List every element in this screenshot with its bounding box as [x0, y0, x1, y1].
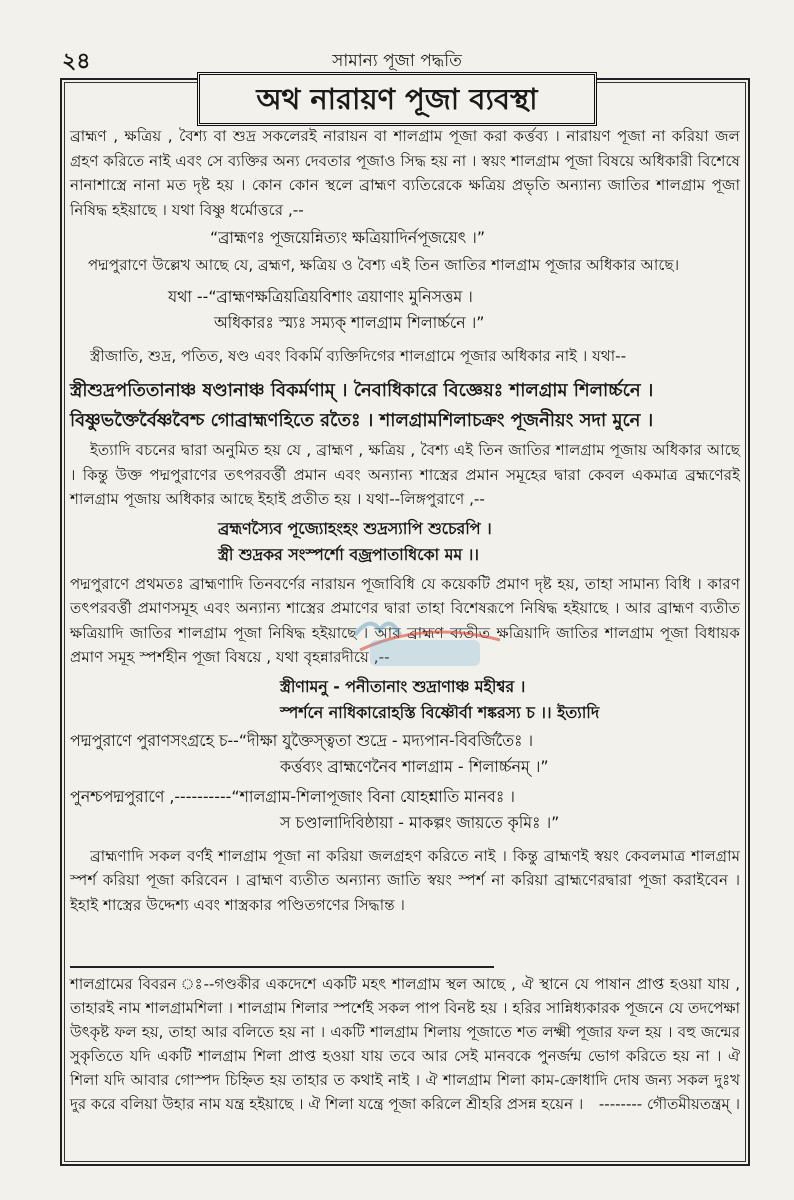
paragraph-4: ইত্যাদি বচনের দ্বারা অনুমিত হয় যে , ব্রাহ্মণ , ক্ষত্রিয় , বৈশ্য এই তিন জাতির শালগ্রাম পূজায় অধিকার আছে । কিন্তু উক্ত পদ্মপুরাণের তৎপরবর্ত্তী প্রমান এবং অন্যান্য শাস্ত্রের প্রমান সমূহের দ্বারা কেবল একমাত্র ব্রহ্মণেরই শালগ্রাম পূজায় অধিকার আছে ইহাই প্রতীত হয় । যথা--লিঙ্গপুরাণে ,-- — [70, 441, 740, 508]
verse-naradiya-b: স্পর্শনে নাধিকারোহস্তি বিষ্ণৌর্বা শঙ্করস্য চ ।। ইত্যাদি — [280, 702, 600, 722]
main-text — [70, 124, 740, 917]
running-title: সামান্য পূজা পদ্ধতি — [332, 51, 462, 71]
verse-vishnu-dharmottara: “ব্রাহ্মণঃ পূজয়েন্নিত্যং ক্ষত্রিয়াদির্নপূজয়েৎ ।” — [210, 228, 486, 247]
section-title: অথ নারায়ণ পূজা ব্যবস্থা — [197, 72, 597, 126]
paragraph-6: ব্রাহ্মণাদি সকল বর্ণই শালগ্রাম পূজা না করিয়া জলগ্রহণ করিতে নাই । কিন্তু ব্রাহ্মণই স্বয়ং কেবলমাত্র শালগ্রাম স্পর্শ করিয়া পূজা করিবেন । ব্রাহ্মণ ব্যতীত অন্যান্য জাতি স্বয়ং স্পর্শ না করিয়া ব্রাহ্মণেরদ্বারা পূজা করাইবেন । ইহাই শাস্ত্রের উদ্দেশ্য এবং শাস্ত্রকার পণ্ডিতগণের সিদ্ধান্ত । — [70, 846, 740, 914]
verse-purana-sangraha-b: কর্ত্তব্যং ব্রাহ্মণেনৈব শালগ্রাম - শিলার্চ্চনম্ ।” — [280, 756, 549, 776]
paragraph-2: পদ্মপুরাণে উল্লেখ আছে যে, ব্রহ্মণ, ক্ষত্রিয় ও বৈশ্য এই তিন জাতির শালগ্রাম পূজার অধিকার আছে। — [88, 256, 680, 274]
verse-bold-1: স্ত্রীশুদ্রপতিতানাঞ্চ ষণ্ডানাঞ্চ বিকর্মণাম্ । নৈবাধিকারে বিজ্ঞেয়ঃ শালগ্রাম শিলার্চ্চনে । — [70, 380, 654, 401]
footnote — [70, 972, 740, 1116]
verse-linga-a: ব্রহ্মণস্যৈব পূজ্যোহংহং শুদ্রস্যাপি শুচেরপি । — [218, 518, 492, 538]
footnote-text: শালগ্রামের বিবরন ঃ--গণ্ডকীর একদেশে একটি মহৎ শালগ্রাম স্থল আছে , ঐ স্থানে যে পাষান প্রাপ্ত হওয়া যায় , তাহারই নাম শালগ্রামশিলা । শালগ্রাম শিলার স্পর্শেই সকল পাপ বিনষ্ট হয় । হরির সান্নিধ্যকারক পূজনে যে তদপেক্ষা উৎকৃষ্ট ফল হয়, তাহা আর বলিতে হয় না । একটি শালগ্রাম শিলায় পূজাতে শত লক্ষ্মী পূজার ফল হয় । বহু জন্মের সুকৃতিতে যদি একটি শালগ্রাম শিলা প্রাপ্ত হওয়া যায় তবে আর সেই মানবকে পুনর্জন্ম ভোগ করিতে হয় না । ঐ শিলা যদি আবার গোস্পদ চিহ্নিত হয় তাহার ত কথাই নাই । ঐ শালগ্রাম শিলা কাম-ক্রোধাদি দোষ জন্য সকল দুঃখ দুর করে বলিয়া উহার নাম যন্ত্র হইয়াছে । ঐ শিলা যন্ত্রে পূজা করিলে শ্রীহরি প্রসন্ন হয়েন । — [70, 975, 740, 1113]
paragraph-1: ব্রাহ্মণ , ক্ষত্রিয় , বৈশ্য বা শুদ্র সকলেরই নারায়ন বা শালগ্রাম পূজা করা কর্ত্তব্য । নারায়ণ পূজা না করিয়া জল গ্রহণ করিতে নাই এবং সে ব্যক্তির অন্য দেবতার পূজাও সিদ্ধ হয় না । স্বয়ং শালগ্রাম পূজা বিষয়ে অধিকারী বিশেষে নানাশাস্ত্রে নানা মত দৃষ্ট হয় । কোন কোন স্থলে ব্রাহ্মণ ব্যতিরেকে ক্ষত্রিয় প্রভৃতি অন্যান্য জাতির শালগ্রাম পূজা নিষিদ্ধ হইয়াছে । যথা বিষ্ণু ধর্মোত্তরে ,-- — [70, 127, 740, 219]
paragraph-5: পদ্মপুরাণে প্রথমতঃ ব্রাহ্মণাদি তিনবর্ণের নারায়ন পূজাবিধি যে কয়েকটি প্রমাণ দৃষ্ট হয়, তাহা সামান্য বিধি । কারণ তৎপরবর্ত্তী প্রমাণসমূহ এবং অন্যান্য শাস্ত্রের প্রমাণের দ্বারা তাহা বিশেষরূপে নিষিদ্ধ হইয়াছে । আর ব্রাহ্মণ ব্যতীত ক্ষত্রিয়াদি জাতির শালগ্রাম পূজা নিষিদ্ধ হইয়াছে । আর ব্রাহ্মণ ব্যতীত ক্ষত্রিয়াদি জাতির শালগ্রাম পূজা বিধায়ক প্রমাণ সমূহ স্পর্শহীন পূজা বিষয়ে , যথা বৃহন্নারদীয়ে ,-- — [70, 574, 740, 666]
verse-padma-1b: অধিকারঃ স্ম্যঃ সম্যক্ শালগ্রাম শিলার্চ্চনে ।” — [214, 312, 485, 332]
watermark-logo — [340, 610, 510, 680]
paragraph-3: স্ত্রীজাতি, শুদ্র, পতিত, ষণ্ড এবং বিকর্মি ব্যক্তিদিগের শালগ্রামে পূজার অধিকার নাই । যথা-- — [90, 346, 627, 365]
verse-bold-2: বিষ্ণুভক্তৈর্বৈষ্ণবৈশ্চ গোব্রাহ্মণহিতে রতৈঃ । শালগ্রামশিলাচক্রং পূজনীয়ং সদা মুনে । — [70, 410, 654, 431]
verse-naradiya-a: স্ত্রীণামনু - পনীতানাং শুদ্রাণাঞ্চ মহীশ্বর । — [280, 676, 526, 696]
verse-padma-2a: পুনশ্চপদ্মপুরাণে ,----------“শালগ্রাম-শিলাপূজাং বিনা যোহশ্নাতি মানবঃ । — [70, 786, 515, 806]
verse-padma-2b: স চণ্ডালাদিবিষ্ঠায়া - মাকল্পং জায়তে কৃমিঃ ।” — [280, 812, 560, 832]
verse-purana-sangraha-a: পদ্মপুরাণে পুরাণসংগ্রহে চ--“দীক্ষা যুক্তৈস্ত্বতা শুদ্রে - মদ্যপান-বিবর্জিতৈঃ । — [70, 730, 534, 750]
footnote-divider — [70, 966, 494, 968]
footnote-source: -------- গৌতমীয়তন্ত্রম্ । — [598, 1095, 740, 1113]
verse-padma-1a: যথা --“ব্রাহ্মণক্ষত্রিয়ত্রিয়বিশাং ত্রয়াণাং মুনিসত্তম । — [168, 286, 473, 306]
verse-linga-b: স্ত্রী শুদ্রকর সংস্পর্শো বজ্রপাতাধিকো মম ।। — [218, 544, 479, 564]
page-number: ২৪ — [62, 49, 91, 74]
